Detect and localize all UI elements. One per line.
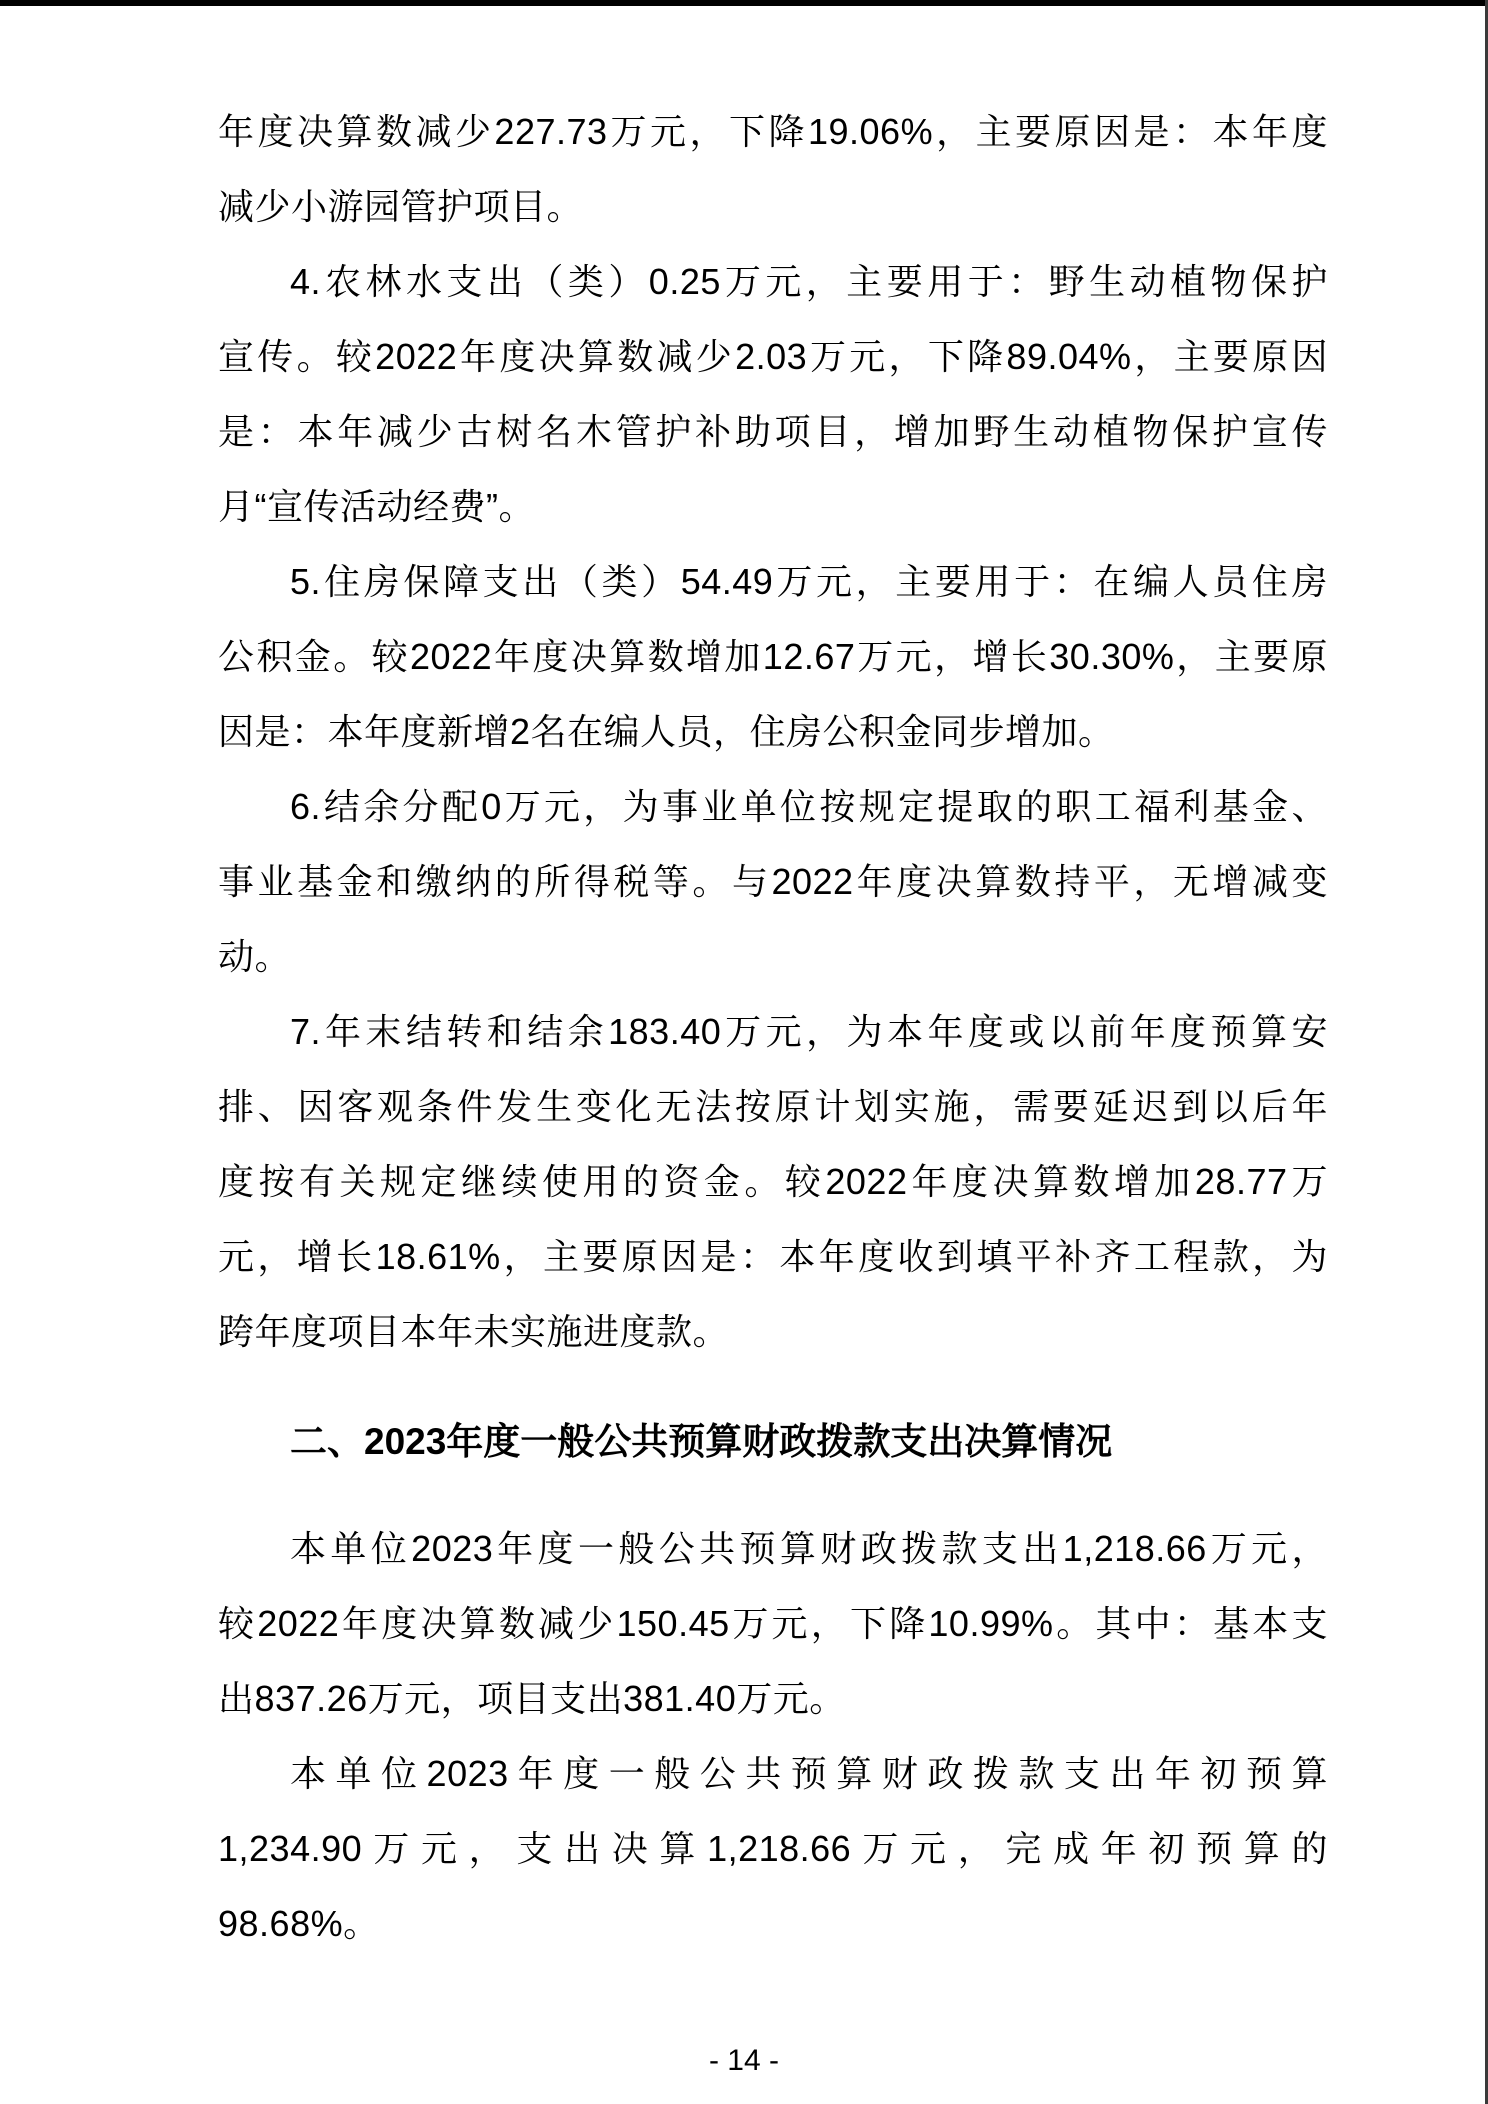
- text-line: 98.68%。: [218, 1903, 380, 1944]
- text-line: 动。: [218, 936, 292, 977]
- paragraph-item6-surplus-distribution: [218, 769, 1328, 994]
- paragraph-item5-housing-security: [218, 544, 1328, 769]
- text-line: 出837.26万元，项目支出381.40万元。: [218, 1678, 846, 1719]
- text-line: 度按有关规定继续使用的资金。较2022年度决算数增加28.77万: [218, 1161, 1328, 1202]
- text-line: 较2022年度决算数减少150.45万元，下降10.99%。其中：基本支: [218, 1603, 1328, 1644]
- text-line: 本单位2023年度一般公共预算财政拨款支出1,218.66万元，: [290, 1528, 1328, 1569]
- text-line: 减少小游园管护项目。: [218, 186, 584, 227]
- text-line: 4.农林水支出（类）0.25万元，主要用于：野生动植物保护: [290, 261, 1328, 302]
- text-line: 7.年末结转和结余183.40万元，为本年度或以前年度预算安: [290, 1011, 1328, 1052]
- text-line: 排、因客观条件发生变化无法按原计划实施，需要延迟到以后年: [218, 1086, 1328, 1127]
- text-line: 宣传。较2022年度决算数减少2.03万元，下降89.04%，主要原因: [218, 336, 1328, 377]
- paragraph-budget-expenditure-summary: [218, 1511, 1328, 1736]
- text-line: 1,234.90万元，支出决算1,218.66万元，完成年初预算的: [218, 1828, 1328, 1869]
- text-line: 本单位2023年度一般公共预算财政拨款支出年初预算: [290, 1753, 1328, 1794]
- text-line: 是：本年减少古树名木管护补助项目，增加野生动植物保护宣传: [218, 411, 1328, 452]
- text-line: 事业基金和缴纳的所得税等。与2022年度决算数持平，无增减变: [218, 861, 1328, 902]
- paragraph-budget-completion: [218, 1736, 1328, 1961]
- paragraph-item7-year-end-carryover: [218, 994, 1328, 1369]
- section-heading-2: 二、2023年度一般公共预算财政拨款支出决算情况: [290, 1421, 1113, 1462]
- text-line: 月“宣传活动经费”。: [218, 486, 535, 527]
- text-line: 因是：本年度新增2名在编人员，住房公积金同步增加。: [218, 711, 1115, 752]
- page-number: - 14 -: [708, 2044, 780, 2077]
- page-content: [218, 94, 1328, 1961]
- paragraph-item4-agriculture-forestry-water: [218, 244, 1328, 544]
- text-line: 6.结余分配0万元，为事业单位按规定提取的职工福利基金、: [290, 786, 1328, 827]
- text-line: 跨年度项目本年未实施进度款。: [218, 1311, 730, 1352]
- text-line: 元，增长18.61%，主要原因是：本年度收到填平补齐工程款，为: [218, 1236, 1328, 1277]
- text-line: 年度决算数减少227.73万元，下降19.06%，主要原因是：本年度: [218, 111, 1328, 152]
- text-line: 公积金。较2022年度决算数增加12.67万元，增长30.30%，主要原: [218, 636, 1328, 677]
- scan-edge-top-artifact: [0, 0, 1488, 6]
- text-line: 5.住房保障支出（类）54.49万元，主要用于：在编人员住房: [290, 561, 1328, 602]
- paragraph-item3-continuation: [218, 94, 1328, 244]
